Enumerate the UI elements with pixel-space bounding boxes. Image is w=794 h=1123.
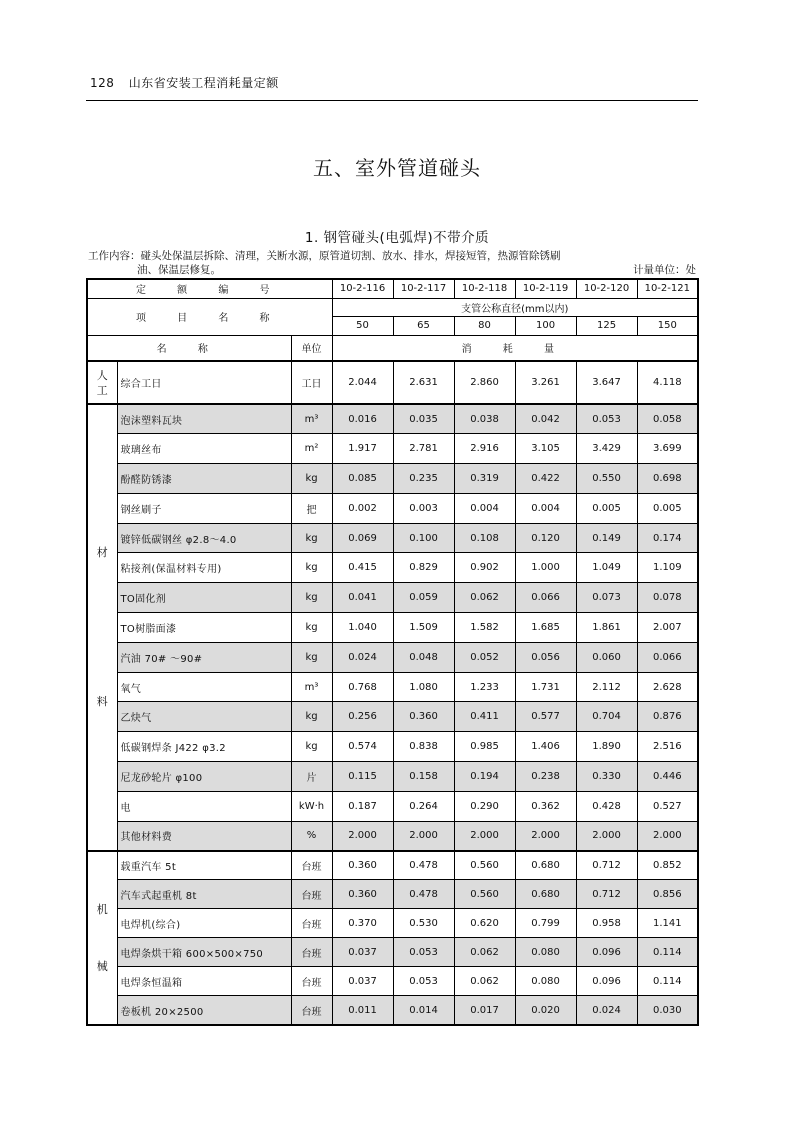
item-value: 0.062 [454, 583, 515, 613]
item-value: 0.078 [637, 583, 698, 613]
group-material-char1: 材 [96, 546, 108, 560]
item-value: 0.108 [454, 523, 515, 553]
item-name: 汽车式起重机 8t [117, 880, 291, 909]
group-labor: 人 工 [87, 361, 117, 404]
item-value: 0.073 [576, 583, 637, 613]
item-value: 0.020 [515, 996, 576, 1025]
section-title: 1. 钢管碰头(电弧焊)不带介质 [304, 230, 490, 246]
item-value: 2.916 [454, 434, 515, 464]
item-unit: 台班 [291, 938, 332, 967]
item-value: 0.876 [637, 702, 698, 732]
item-value: 2.000 [515, 821, 576, 851]
item-value: 0.530 [393, 909, 454, 938]
item-value: 0.174 [637, 523, 698, 553]
item-value: 3.429 [576, 434, 637, 464]
item-name: 其他材料费 [117, 821, 291, 851]
item-name: 电焊机(综合) [117, 909, 291, 938]
item-value: 0.360 [332, 851, 393, 880]
item-value: 2.007 [637, 613, 698, 643]
item-value: 0.003 [393, 493, 454, 523]
item-name: 卷板机 20×2500 [117, 996, 291, 1025]
item-value: 0.096 [576, 938, 637, 967]
item-value: 1.861 [576, 613, 637, 643]
header-rule [86, 100, 698, 101]
item-value: 1.731 [515, 672, 576, 702]
item-value: 1.080 [393, 672, 454, 702]
item-unit: kg [291, 702, 332, 732]
table-row [87, 672, 698, 702]
item-value: 0.712 [576, 880, 637, 909]
item-value: 0.527 [637, 791, 698, 821]
item-value: 0.062 [454, 938, 515, 967]
quota-code: 10-2-119 [515, 279, 576, 298]
item-unit: kg [291, 613, 332, 643]
code-row [87, 279, 698, 298]
item-value: 3.647 [576, 361, 637, 404]
item-value: 0.415 [332, 553, 393, 583]
item-value: 0.235 [393, 464, 454, 494]
item-name: 酚醛防锈漆 [117, 464, 291, 494]
group-machine-char2: 械 [96, 959, 108, 973]
item-value: 0.698 [637, 464, 698, 494]
item-unit: kg [291, 553, 332, 583]
item-value: 1.000 [515, 553, 576, 583]
quota-code: 10-2-117 [393, 279, 454, 298]
item-value: 0.114 [637, 967, 698, 996]
item-value: 0.149 [576, 523, 637, 553]
item-value: 0.829 [393, 553, 454, 583]
item-name: 粘接剂(保温材料专用) [117, 553, 291, 583]
item-value: 0.080 [515, 938, 576, 967]
item-name: 电焊条烘干箱 600×500×750 [117, 938, 291, 967]
work-content-line1: 工作内容：碰头处保温层拆除、清理，关断水源，原管道切割、放水、排水，焊接短管，热源管除锈刷 [88, 250, 561, 262]
item-value: 1.109 [637, 553, 698, 583]
table-row [87, 821, 698, 851]
item-value: 0.004 [515, 493, 576, 523]
item-value: 0.002 [332, 493, 393, 523]
item-value: 0.360 [332, 880, 393, 909]
table-row [87, 613, 698, 643]
item-value: 0.037 [332, 967, 393, 996]
item-value: 0.194 [454, 762, 515, 792]
item-name: TO固化剂 [117, 583, 291, 613]
item-value: 1.233 [454, 672, 515, 702]
item-value: 0.428 [576, 791, 637, 821]
quota-code: 10-2-118 [454, 279, 515, 298]
item-value: 0.256 [332, 702, 393, 732]
chapter-title: 五、室外管道碰头 [313, 156, 481, 180]
item-value: 0.017 [454, 996, 515, 1025]
item-value: 0.560 [454, 880, 515, 909]
item-value: 0.370 [332, 909, 393, 938]
item-value: 0.041 [332, 583, 393, 613]
item-value: 2.860 [454, 361, 515, 404]
item-value: 0.066 [637, 642, 698, 672]
item-unit: % [291, 821, 332, 851]
item-value: 0.085 [332, 464, 393, 494]
item-value: 0.120 [515, 523, 576, 553]
item-value: 0.422 [515, 464, 576, 494]
item-value: 0.712 [576, 851, 637, 880]
group-material-char2: 料 [96, 695, 108, 709]
item-value: 2.516 [637, 732, 698, 762]
item-value: 0.035 [393, 404, 454, 434]
item-value: 2.628 [637, 672, 698, 702]
item-value: 4.118 [637, 361, 698, 404]
item-value: 0.704 [576, 702, 637, 732]
diameter-value: 150 [637, 316, 698, 335]
item-value: 1.040 [332, 613, 393, 643]
item-label: 项 目 名 称 [87, 298, 332, 335]
item-value: 0.059 [393, 583, 454, 613]
unit-label: 单位 [291, 335, 332, 361]
quota-code: 10-2-116 [332, 279, 393, 298]
item-value: 0.037 [332, 938, 393, 967]
table-row [87, 642, 698, 672]
item-unit: 台班 [291, 967, 332, 996]
table-row [87, 732, 698, 762]
item-value: 0.096 [576, 967, 637, 996]
column-label-row [87, 335, 698, 361]
item-value: 0.058 [637, 404, 698, 434]
book-title: 山东省安装工程消耗量定额 [128, 76, 279, 90]
item-value: 0.016 [332, 404, 393, 434]
item-value: 0.024 [576, 996, 637, 1025]
item-value: 0.187 [332, 791, 393, 821]
item-value: 0.048 [393, 642, 454, 672]
consumption-label: 消 耗 量 [332, 335, 698, 361]
item-value: 0.680 [515, 851, 576, 880]
running-header [90, 74, 279, 91]
group-material [87, 404, 117, 851]
item-unit: kg [291, 583, 332, 613]
consumption-table [86, 278, 699, 1026]
code-label: 定 额 编 号 [87, 279, 332, 298]
item-value: 0.056 [515, 642, 576, 672]
item-name: 尼龙砂轮片 φ100 [117, 762, 291, 792]
table-row [87, 909, 698, 938]
item-value: 0.799 [515, 909, 576, 938]
item-value: 0.852 [637, 851, 698, 880]
table-row [87, 583, 698, 613]
item-name: 玻璃丝布 [117, 434, 291, 464]
diameter-value: 100 [515, 316, 576, 335]
item-value: 0.290 [454, 791, 515, 821]
diameter-value: 50 [332, 316, 393, 335]
item-value: 0.100 [393, 523, 454, 553]
item-value: 2.631 [393, 361, 454, 404]
table-row [87, 553, 698, 583]
table-row [87, 404, 698, 434]
table-row [87, 938, 698, 967]
table-row [87, 702, 698, 732]
item-unit: kW·h [291, 791, 332, 821]
item-unit: kg [291, 732, 332, 762]
group-machine [87, 851, 117, 1025]
item-value: 0.238 [515, 762, 576, 792]
item-value: 0.069 [332, 523, 393, 553]
item-unit: m³ [291, 672, 332, 702]
item-value: 2.000 [332, 821, 393, 851]
item-value: 0.011 [332, 996, 393, 1025]
item-name: TO树脂面漆 [117, 613, 291, 643]
item-value: 1.049 [576, 553, 637, 583]
page-number: 128 [90, 76, 115, 90]
item-value: 1.406 [515, 732, 576, 762]
table-row [87, 493, 698, 523]
item-value: 1.509 [393, 613, 454, 643]
item-name: 汽油 70# ～90# [117, 642, 291, 672]
table-row [87, 996, 698, 1025]
item-name: 氧气 [117, 672, 291, 702]
item-value: 0.902 [454, 553, 515, 583]
item-unit: 工日 [291, 361, 332, 404]
item-value: 0.038 [454, 404, 515, 434]
item-value: 2.044 [332, 361, 393, 404]
item-value: 0.264 [393, 791, 454, 821]
item-value: 0.446 [637, 762, 698, 792]
item-value: 0.114 [637, 938, 698, 967]
diameter-label-row [87, 298, 698, 316]
item-name: 泡沫塑料瓦块 [117, 404, 291, 434]
item-value: 0.478 [393, 880, 454, 909]
item-value: 1.141 [637, 909, 698, 938]
item-value: 0.574 [332, 732, 393, 762]
quota-code: 10-2-120 [576, 279, 637, 298]
item-value: 0.768 [332, 672, 393, 702]
item-value: 0.014 [393, 996, 454, 1025]
item-unit: kg [291, 523, 332, 553]
item-unit: m² [291, 434, 332, 464]
item-value: 1.685 [515, 613, 576, 643]
table-row [87, 967, 698, 996]
item-unit: 台班 [291, 880, 332, 909]
item-value: 1.890 [576, 732, 637, 762]
item-unit: 片 [291, 762, 332, 792]
table-row [87, 523, 698, 553]
item-value: 2.000 [637, 821, 698, 851]
item-value: 3.261 [515, 361, 576, 404]
item-value: 0.680 [515, 880, 576, 909]
item-unit: 把 [291, 493, 332, 523]
item-name: 载重汽车 5t [117, 851, 291, 880]
item-name: 综合工日 [117, 361, 291, 404]
item-value: 0.060 [576, 642, 637, 672]
table-row [87, 791, 698, 821]
item-unit: 台班 [291, 909, 332, 938]
diameter-value: 65 [393, 316, 454, 335]
item-value: 2.000 [576, 821, 637, 851]
item-unit: kg [291, 464, 332, 494]
item-value: 0.620 [454, 909, 515, 938]
item-name: 电焊条恒温箱 [117, 967, 291, 996]
table-row [87, 434, 698, 464]
item-value: 0.024 [332, 642, 393, 672]
item-value: 0.838 [393, 732, 454, 762]
measure-unit: 计量单位：处 [633, 264, 696, 276]
table-row [87, 880, 698, 909]
diameter-value: 125 [576, 316, 637, 335]
item-value: 0.052 [454, 642, 515, 672]
item-value: 0.158 [393, 762, 454, 792]
item-value: 2.000 [393, 821, 454, 851]
item-value: 0.115 [332, 762, 393, 792]
item-value: 0.004 [454, 493, 515, 523]
item-value: 0.411 [454, 702, 515, 732]
item-value: 0.985 [454, 732, 515, 762]
item-value: 0.030 [637, 996, 698, 1025]
item-value: 0.478 [393, 851, 454, 880]
item-unit: m³ [291, 404, 332, 434]
item-value: 0.005 [637, 493, 698, 523]
work-content [88, 249, 628, 277]
item-value: 3.105 [515, 434, 576, 464]
item-value: 0.360 [393, 702, 454, 732]
item-value: 0.053 [393, 938, 454, 967]
item-unit: 台班 [291, 851, 332, 880]
item-value: 2.000 [454, 821, 515, 851]
item-value: 0.005 [576, 493, 637, 523]
item-unit: kg [291, 642, 332, 672]
item-value: 2.112 [576, 672, 637, 702]
diameter-label: 支管公称直径(mm以内) [332, 298, 698, 316]
item-value: 0.042 [515, 404, 576, 434]
item-value: 1.582 [454, 613, 515, 643]
diameter-value: 80 [454, 316, 515, 335]
item-name: 低碳钢焊条 J422 φ3.2 [117, 732, 291, 762]
item-value: 3.699 [637, 434, 698, 464]
table-row [87, 361, 698, 404]
group-machine-char1: 机 [96, 902, 108, 916]
item-value: 2.781 [393, 434, 454, 464]
item-value: 0.577 [515, 702, 576, 732]
name-label: 名 称 [87, 335, 291, 361]
item-value: 0.958 [576, 909, 637, 938]
item-value: 0.062 [454, 967, 515, 996]
quota-code: 10-2-121 [637, 279, 698, 298]
item-name: 镀锌低碳钢丝 φ2.8～4.0 [117, 523, 291, 553]
item-value: 0.080 [515, 967, 576, 996]
table-row [87, 762, 698, 792]
item-unit: 台班 [291, 996, 332, 1025]
item-value: 0.856 [637, 880, 698, 909]
table-row [87, 851, 698, 880]
item-value: 0.053 [393, 967, 454, 996]
item-value: 0.362 [515, 791, 576, 821]
item-name: 电 [117, 791, 291, 821]
item-value: 0.330 [576, 762, 637, 792]
item-value: 0.053 [576, 404, 637, 434]
item-value: 0.550 [576, 464, 637, 494]
item-name: 钢丝刷子 [117, 493, 291, 523]
item-name: 乙炔气 [117, 702, 291, 732]
item-value: 0.066 [515, 583, 576, 613]
item-value: 1.917 [332, 434, 393, 464]
table-row [87, 464, 698, 494]
item-value: 0.560 [454, 851, 515, 880]
work-content-line2: 油、保温层修复。 [137, 264, 221, 276]
item-value: 0.319 [454, 464, 515, 494]
